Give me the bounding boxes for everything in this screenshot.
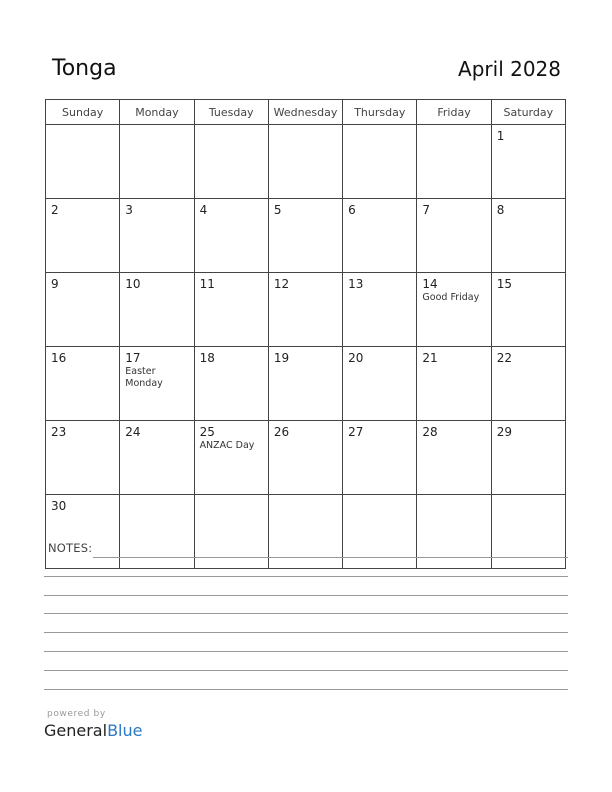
day-number: 8 <box>496 203 505 217</box>
day-cell <box>46 125 120 199</box>
weekday-header: Wednesday <box>268 100 342 125</box>
day-number: 11 <box>199 277 215 291</box>
day-number: 18 <box>199 351 215 365</box>
day-cell <box>268 421 342 495</box>
day-cell <box>491 421 565 495</box>
day-number: 29 <box>496 425 512 439</box>
day-number: 19 <box>273 351 290 365</box>
day-cell <box>417 199 491 273</box>
powered-by-text: powered by <box>47 709 106 719</box>
day-number: 9 <box>51 277 59 291</box>
day-cell <box>343 199 417 273</box>
weekday-header: Friday <box>417 100 491 125</box>
day-cell <box>46 199 120 273</box>
weekday-header: Thursday <box>343 100 417 125</box>
day-cell <box>46 347 120 421</box>
day-cell <box>194 125 268 199</box>
day-cell <box>343 347 417 421</box>
weekday-header-row <box>46 100 566 125</box>
day-number: 2 <box>51 203 59 217</box>
weekday-header: Tuesday <box>194 100 268 125</box>
day-cell <box>491 125 565 199</box>
note-line <box>44 595 568 596</box>
week-row <box>46 421 566 495</box>
day-number: 13 <box>348 277 364 291</box>
day-number: 27 <box>348 425 364 439</box>
day-number: 10 <box>125 277 141 291</box>
day-cell <box>491 347 565 421</box>
day-number: 26 <box>273 425 290 439</box>
day-cell <box>417 125 491 199</box>
brand-general: General <box>44 721 108 740</box>
day-number: 3 <box>125 203 133 217</box>
notes-label: NOTES: <box>48 541 93 555</box>
holiday-label: Easter Monday <box>125 366 163 389</box>
day-number: 6 <box>348 203 356 217</box>
holiday-label: Good Friday <box>422 292 480 303</box>
note-line <box>93 557 568 558</box>
holiday-label: ANZAC Day <box>199 440 255 451</box>
note-line <box>44 670 568 671</box>
calendar-grid <box>45 99 566 569</box>
day-cell <box>268 125 342 199</box>
day-number: 1 <box>496 129 505 143</box>
day-cell <box>343 273 417 347</box>
day-number: 25 <box>199 425 215 439</box>
day-number: 20 <box>348 351 364 365</box>
note-line <box>44 651 568 652</box>
day-cell <box>491 273 565 347</box>
note-line <box>44 632 568 633</box>
day-cell <box>417 273 491 347</box>
day-number: 4 <box>199 203 208 217</box>
note-line <box>44 689 568 690</box>
day-cell <box>343 125 417 199</box>
day-cell <box>120 125 194 199</box>
weekday-header: Sunday <box>46 100 120 125</box>
week-row <box>46 273 566 347</box>
day-cell <box>120 199 194 273</box>
brand-blue: Blue <box>107 721 143 740</box>
day-number: 24 <box>125 425 141 439</box>
day-number: 12 <box>273 277 290 291</box>
note-line <box>44 613 568 614</box>
weekday-header: Monday <box>120 100 194 125</box>
day-cell <box>194 347 268 421</box>
calendar-country-title: Tonga <box>52 56 117 81</box>
calendar-month-title: April 2028 <box>458 57 561 81</box>
day-cell <box>120 421 194 495</box>
day-cell <box>194 421 268 495</box>
day-cell <box>268 273 342 347</box>
week-row <box>46 199 566 273</box>
week-row <box>46 347 566 421</box>
day-cell <box>417 347 491 421</box>
day-number: 17 <box>125 351 141 365</box>
day-cell <box>120 273 194 347</box>
day-number: 28 <box>422 425 438 439</box>
day-cell <box>194 199 268 273</box>
day-cell <box>268 199 342 273</box>
day-cell <box>491 199 565 273</box>
day-cell <box>194 273 268 347</box>
day-number: 21 <box>422 351 438 365</box>
day-number: 30 <box>51 499 67 513</box>
day-number: 14 <box>422 277 438 291</box>
day-cell <box>343 421 417 495</box>
weekday-header: Saturday <box>491 100 565 125</box>
note-line <box>44 576 568 577</box>
day-number: 15 <box>496 277 512 291</box>
day-cell <box>120 347 194 421</box>
week-row <box>46 125 566 199</box>
day-number: 22 <box>496 351 512 365</box>
day-number: 5 <box>273 203 282 217</box>
day-cell <box>268 347 342 421</box>
generalblue-logo[interactable] <box>44 721 142 740</box>
day-cell <box>417 421 491 495</box>
day-number: 23 <box>51 425 67 439</box>
day-number: 7 <box>422 203 431 217</box>
day-cell <box>46 421 120 495</box>
day-number: 16 <box>51 351 67 365</box>
day-cell <box>46 273 120 347</box>
